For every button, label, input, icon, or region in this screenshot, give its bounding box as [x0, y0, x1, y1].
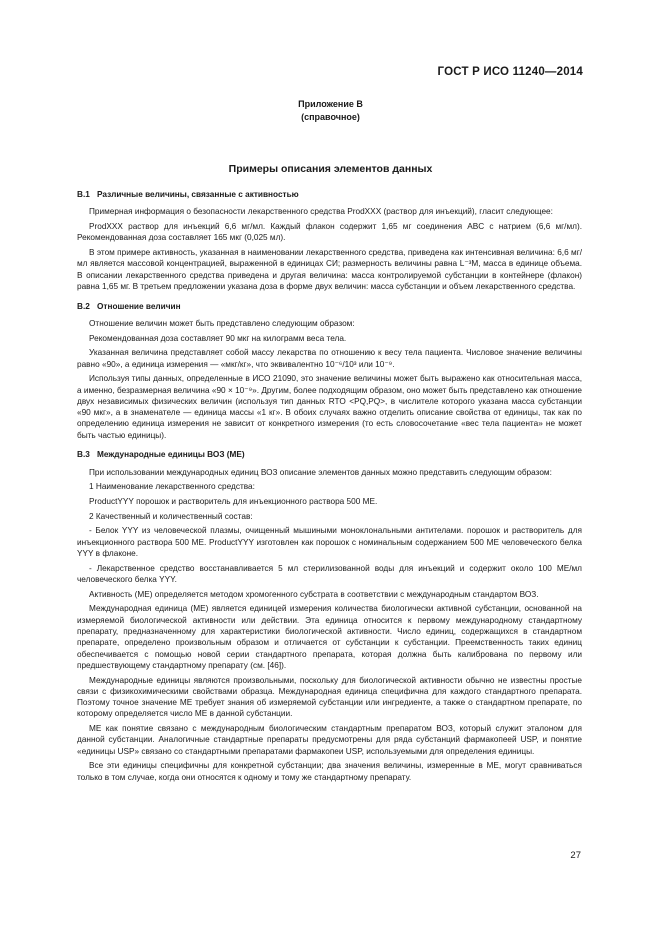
paragraph: Международные единицы являются произвольными, поскольку для биологической активности обычно не известны простые связи с физикохимическими свойствами образца. Международная единица специфична для каждого стандартного препарата. Поэтому точное значение МЕ требует знания об измеряемой субстанции или ингредиенте, а также о стандартном препарате, по которому определяется число МЕ в данной субстанции. — [77, 675, 582, 719]
paragraph: Рекомендованная доза составляет 90 мкг на килограмм веса тела. — [89, 333, 347, 343]
section-title: Отношение величин — [97, 301, 181, 311]
paragraph: Активность (МЕ) определяется методом хромогенного субстрата в соответствии с международным стандартом ВОЗ. — [89, 589, 539, 599]
annex-kind: (справочное) — [301, 112, 360, 122]
paragraph: Международная единица (МЕ) является единицей измерения количества биологически активной субстанции, основанной на измеряемой биологической активности или действии. Эта единица относится к первому международному стандартному препарату, предназначенному для характеристики биологической активности. Число единиц, содержащихся в стандартном препарате, определено произвольным образом и отличается от субстанции к субстанции. Преемственность таких единиц обеспечивается с помощью новой серии стандартного препарата, которая должна быть калибрована по первому или предшествующему стандартному препарату (см. [46]). — [77, 604, 582, 670]
section-title: Различные величины, связанные с активностью — [97, 190, 299, 199]
paragraph: В этом примере активность, указанная в наименовании лекарственного средства, приведена как интенсивная величина: 6,6 мг/мл является массовой концентрацией, выраженной в единицах СИ; размерность величины равна L⁻³M, масса в единице объема. В описании лекарственного средства приведена и другая величина: масса контролируемой субстанции в контейнере (флакон) равна 1,65 мг. В третьем предложении указана доза в форме двух величин: масса субстанции и объем лекарственного средства. — [77, 247, 582, 291]
section-heading-b3 — [77, 449, 582, 460]
section-title: Международные единицы ВОЗ (МЕ) — [97, 450, 245, 460]
bullet-item: - Белок YYY из человеческой плазмы, очищенный мышиными моноклональными антителами. порошок и растворитель для инъекционного раствора 500 МЕ. ProductYYY изготовлен как порошок с номинальным содержанием 500 МЕ человеческого белка YYY в флаконе. — [77, 526, 582, 559]
paragraph: Используя типы данных, определенные в ИСО 21090, это значение величины может быть выражено как относительная масса, а именно, безразмерная величина «90 × 10⁻⁹». Другим, более подходящим образом, оно может быть представлено как отношение двух независимых физических величин (используя тип данных RTO <PQ,PQ>, в числителе которого указана масса субстанции «90 мкг», а в знаменателе — единица массы «1 кг». В обоих случаях важно отделить описание свойства от единицы, так как по определению единица измерения не зависит от конкретного измерения (то есть словосочетание «вес тела пациента» не может быть частью единицы). — [77, 374, 582, 440]
paragraph: ProductYYY порошок и растворитель для инъекционного раствора 500 МЕ. — [89, 497, 378, 507]
annex-title: Приложение В — [298, 99, 363, 109]
paragraph: МЕ как понятие связано с международным биологическим стандартным препаратом ВОЗ, который служит эталоном для данной субстанции. Аналогичные стандартные препараты предусмотрены для ряда субстанций фармакопеей USP, и понятие «единицы USP» связано со стандартными препаратами фармакопеи USP, используемыми для определения единицы. — [77, 724, 582, 756]
section-heading-b2 — [77, 301, 582, 312]
bullet-item: - Лекарственное средство восстанавливается 5 мл стерилизованной воды для инъекций и содержит около 100 МЕ/мл человеческого белка YYY. — [77, 563, 582, 584]
list-item: 1 Наименование лекарственного средства: — [89, 482, 255, 492]
section-number: В.3 — [77, 450, 90, 460]
page-number: 27 — [570, 850, 581, 861]
paragraph: Все эти единицы специфичны для конкретной субстанции; два значения величины, измеренные в МЕ, могут сравниваться только в том случае, когда они относятся к одному и тому же стандартному препарату. — [77, 761, 582, 782]
paragraph: Указанная величина представляет собой массу лекарства по отношению к весу тела пациента. Числовое значение величины равно «90», а единица измерения — «мкг/кг», что эквивалентно 10⁻⁶/10³ или 10⁻⁹. — [77, 348, 582, 369]
paragraph: Отношение величин может быть представлено следующим образом: — [89, 318, 355, 328]
annex-main-heading: Примеры описания элементов данных — [228, 163, 433, 175]
section-heading-b1 — [77, 189, 582, 200]
annex-heading — [0, 98, 661, 124]
paragraph: При использовании международных единиц ВОЗ описание элементов данных можно представить следующим образом: — [89, 467, 552, 477]
paragraph: Примерная информация о безопасности лекарственного средства ProdXXX (раствор для инъекций), гласит следующее: — [89, 207, 553, 217]
section-number: В.2 — [77, 301, 90, 311]
list-item: 2 Качественный и количественный состав: — [89, 511, 253, 521]
paragraph: ProdXXX раствор для инъекций 6,6 мг/мл. Каждый флакон содержит 1,65 мг соединения ABC с натрием (6,6 мг/мл). Рекомендованная доза составляет 165 мкг (0,025 мл). — [77, 221, 582, 243]
document-body — [77, 189, 582, 786]
standard-designation: ГОСТ Р ИСО 11240—2014 — [437, 66, 583, 78]
section-number: В.1 — [77, 190, 90, 199]
